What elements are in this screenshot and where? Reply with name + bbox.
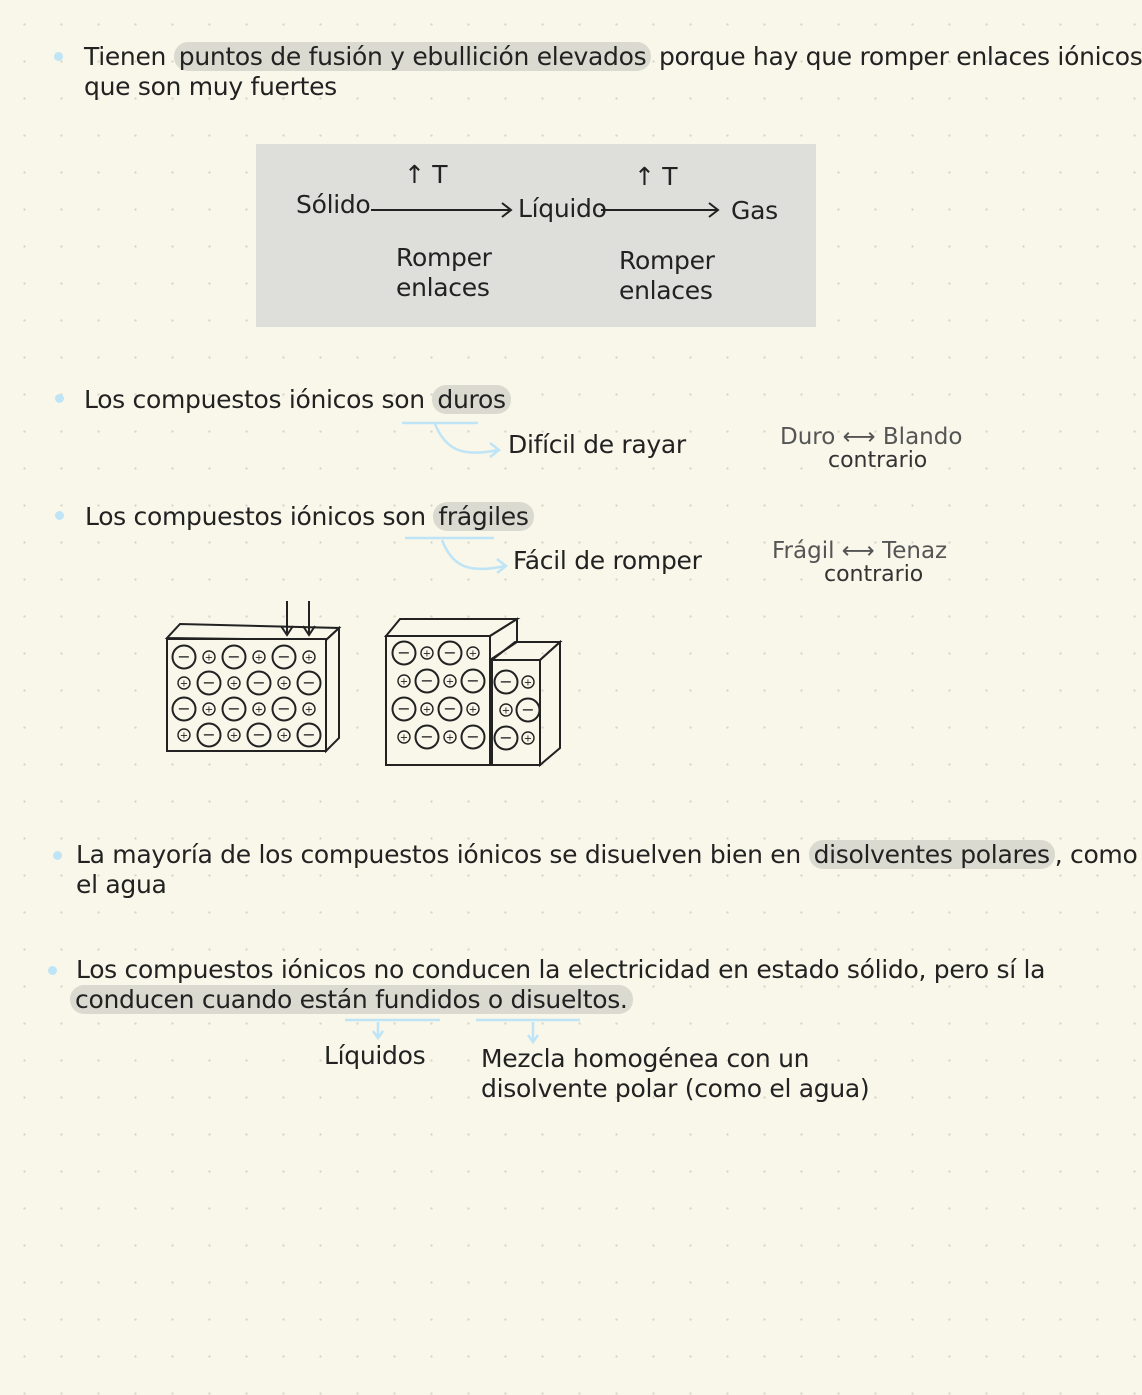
cation-icon	[398, 731, 410, 744]
cation-icon	[444, 675, 456, 688]
cation-icon	[467, 647, 479, 660]
solubility-line-2: el agua	[76, 870, 167, 899]
cation-icon	[421, 647, 433, 660]
cation-icon	[178, 677, 190, 690]
cation-icon	[253, 703, 265, 716]
svg-text:−: −	[443, 643, 457, 662]
brittle-prefix: Los compuestos iónicos son	[85, 502, 434, 531]
fusion-highlight: puntos de fusión y ebullición elevados	[174, 42, 652, 71]
cation-icon	[444, 731, 456, 744]
svg-text:−: −	[521, 700, 535, 719]
disueltos-note	[481, 1044, 869, 1104]
anion-icon	[223, 698, 246, 721]
cation-icon	[278, 729, 290, 742]
svg-text:+: +	[179, 678, 189, 690]
solubility-highlight: disolventes polares	[809, 840, 1055, 869]
solubility-line-1	[76, 840, 1138, 870]
svg-text:+: +	[399, 676, 409, 688]
anion-icon	[393, 698, 416, 721]
solubility-suffix: , como	[1054, 840, 1138, 869]
svg-text:−: −	[202, 673, 216, 692]
anion-icon	[198, 672, 221, 695]
fusion-suffix: porque hay que romper enlaces iónicos	[651, 42, 1142, 71]
svg-text:+: +	[204, 652, 214, 664]
svg-text:+: +	[204, 704, 214, 716]
svg-text:−: −	[397, 643, 411, 662]
svg-text:−: −	[499, 728, 513, 747]
brittle-antonym-note: Frágil ⟷ Tenaz	[772, 538, 948, 564]
anion-icon	[198, 724, 221, 747]
hard-prefix: Los compuestos iónicos son	[84, 385, 433, 414]
cation-icon	[467, 703, 479, 716]
anion-icon	[223, 646, 246, 669]
fusion-line-2: que son muy fuertes	[84, 72, 337, 101]
fusion-prefix: Tienen	[84, 42, 174, 71]
svg-text:+: +	[279, 678, 289, 690]
svg-text:+: +	[304, 652, 314, 664]
temperature-up-label-2: ↑ T	[634, 162, 678, 191]
disueltos-note-line: disolvente polar (como el agua)	[481, 1074, 870, 1103]
svg-text:−: −	[397, 699, 411, 718]
break-line: Romper	[396, 243, 492, 272]
svg-text:+: +	[445, 732, 455, 744]
cation-icon	[278, 677, 290, 690]
svg-text:+: +	[254, 704, 264, 716]
anion-icon	[439, 642, 462, 665]
cation-icon	[303, 651, 315, 664]
svg-text:−: −	[443, 699, 457, 718]
svg-text:+: +	[304, 704, 314, 716]
svg-text:+: +	[523, 733, 533, 745]
anion-icon	[393, 642, 416, 665]
conductivity-line-1: Los compuestos iónicos no conducen la electricidad en estado sólido, pero sí la	[76, 955, 1046, 984]
svg-text:−: −	[177, 699, 191, 718]
svg-text:−: −	[302, 673, 316, 692]
svg-text:−: −	[277, 699, 291, 718]
cation-icon	[421, 703, 433, 716]
svg-text:−: −	[227, 699, 241, 718]
cation-icon	[228, 729, 240, 742]
anion-icon	[462, 670, 485, 693]
svg-text:−: −	[177, 647, 191, 666]
anion-icon	[416, 726, 439, 749]
cation-icon	[203, 651, 215, 664]
svg-text:+: +	[422, 648, 432, 660]
brittle-meaning: Fácil de romper	[513, 546, 702, 575]
cation-icon	[303, 703, 315, 716]
anion-icon	[173, 646, 196, 669]
anion-icon	[273, 698, 296, 721]
svg-text:−: −	[466, 727, 480, 746]
conductivity-line-2	[70, 985, 633, 1015]
anion-icon	[248, 672, 271, 695]
svg-text:−: −	[466, 671, 480, 690]
svg-text:+: +	[422, 704, 432, 716]
anion-icon	[248, 724, 271, 747]
anion-icon	[298, 672, 321, 695]
cation-icon	[203, 703, 215, 716]
solid-label: Sólido	[296, 190, 371, 219]
anion-icon	[173, 698, 196, 721]
svg-text:−: −	[252, 673, 266, 692]
svg-text:+: +	[179, 730, 189, 742]
anion-icon	[416, 670, 439, 693]
cation-icon	[253, 651, 265, 664]
break-line: enlaces	[396, 273, 490, 302]
svg-text:+: +	[445, 676, 455, 688]
hard-contrary-note: contrario	[828, 448, 928, 473]
svg-text:−: −	[302, 725, 316, 744]
bullet-icon	[48, 966, 57, 975]
cation-icon	[500, 704, 512, 717]
anion-icon	[495, 727, 518, 750]
anion-icon	[298, 724, 321, 747]
liquid-label: Líquido	[518, 194, 607, 223]
svg-text:−: −	[202, 725, 216, 744]
cation-icon	[178, 729, 190, 742]
anion-icon	[462, 726, 485, 749]
gas-label: Gas	[731, 196, 778, 225]
force-arrows	[281, 601, 315, 635]
brittle-highlight: frágiles	[433, 502, 533, 531]
svg-text:−: −	[499, 672, 513, 691]
break-line: Romper	[619, 246, 715, 275]
svg-text:−: −	[277, 647, 291, 666]
temperature-up-label-1: ↑ T	[404, 160, 448, 189]
svg-text:−: −	[420, 727, 434, 746]
svg-text:+: +	[254, 652, 264, 664]
cation-icon	[522, 676, 534, 689]
svg-text:+: +	[229, 678, 239, 690]
hard-antonym-note: Duro ⟷ Blando	[780, 424, 963, 450]
hard-meaning: Difícil de rayar	[508, 430, 686, 459]
conductivity-highlight: conducen cuando están fundidos o disueltos.	[70, 985, 633, 1014]
svg-text:+: +	[229, 730, 239, 742]
cation-icon	[228, 677, 240, 690]
svg-text:+: +	[501, 705, 511, 717]
fundidos-note: Líquidos	[324, 1041, 426, 1070]
svg-text:−: −	[252, 725, 266, 744]
svg-text:−: −	[227, 647, 241, 666]
svg-text:+: +	[399, 732, 409, 744]
hard-highlight: duros	[432, 385, 510, 414]
anion-icon	[439, 698, 462, 721]
anion-icon	[273, 646, 296, 669]
disueltos-note-line: Mezcla homogénea con un	[481, 1044, 810, 1073]
anion-icon	[495, 671, 518, 694]
anion-icon	[517, 699, 540, 722]
svg-text:+: +	[468, 648, 478, 660]
brittle-contrary-note: contrario	[824, 562, 924, 587]
cation-icon	[522, 732, 534, 745]
cation-icon	[398, 675, 410, 688]
svg-text:+: +	[468, 704, 478, 716]
bullet-icon	[53, 851, 62, 860]
break-line: enlaces	[619, 276, 713, 305]
svg-text:−: −	[420, 671, 434, 690]
svg-text:+: +	[523, 677, 533, 689]
solubility-prefix: La mayoría de los compuestos iónicos se disuelven bien en	[76, 840, 809, 869]
svg-text:+: +	[279, 730, 289, 742]
